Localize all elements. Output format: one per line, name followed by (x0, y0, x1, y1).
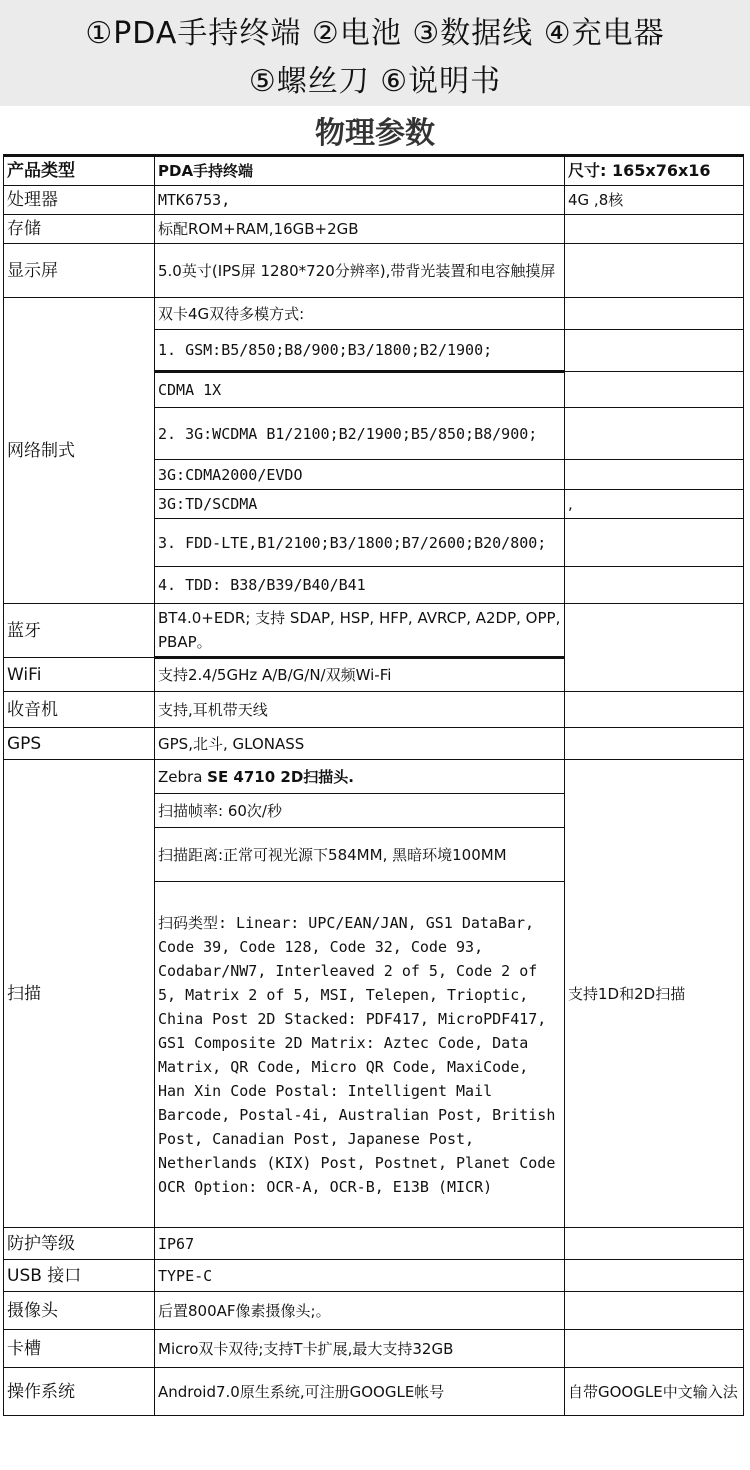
spec-value: MTK6753, (155, 186, 565, 215)
spec-scan-support: 支持1D和2D扫描 (565, 760, 744, 1228)
spec-row-camera (4, 1292, 744, 1330)
spec-empty-cell (565, 1330, 744, 1368)
spec-row-product-type (4, 156, 744, 186)
package-contents-line-1: ①PDA手持终端 ②电池 ③数据线 ④充电器 (85, 16, 665, 51)
spec-row-scan (4, 760, 744, 794)
spec-empty-cell (565, 692, 744, 728)
spec-empty-cell (565, 1228, 744, 1260)
spec-value: 扫描帧率: 60次/秒 (155, 794, 565, 828)
spec-comma: , (565, 490, 744, 519)
spec-value: 3G:TD/SCDMA (155, 490, 565, 519)
spec-empty-cell (565, 1260, 744, 1292)
spec-empty-cell (565, 330, 744, 372)
spec-value: 支持2.4/5GHz A/B/G/N/双频Wi-Fi (155, 658, 565, 692)
page-title: 物理参数 (315, 116, 435, 151)
scan-engine-prefix: Zebra (158, 767, 208, 786)
spec-value: 后置800AF像素摄像头;。 (155, 1292, 565, 1330)
spec-label: 显示屏 (4, 244, 155, 298)
spec-empty-cell (565, 372, 744, 408)
spec-value (155, 760, 565, 794)
spec-value: Android7.0原生系统,可注册GOOGLE帐号 (155, 1368, 565, 1416)
spec-label: 蓝牙 (4, 604, 155, 658)
spec-value: CDMA 1X (155, 372, 565, 408)
spec-empty-cell (565, 1292, 744, 1330)
spec-empty-cell (565, 215, 744, 244)
spec-row-bluetooth (4, 604, 744, 658)
spec-value: 标配ROM+RAM,16GB+2GB (155, 215, 565, 244)
spec-label: GPS (4, 728, 155, 760)
spec-label: 摄像头 (4, 1292, 155, 1330)
spec-empty-cell (565, 244, 744, 298)
spec-label: 收音机 (4, 692, 155, 728)
spec-row-radio (4, 692, 744, 728)
spec-empty-cell (565, 728, 744, 760)
spec-label: WiFi (4, 658, 155, 692)
spec-row-processor (4, 186, 744, 215)
spec-value: 1. GSM:B5/850;B8/900;B3/1800;B2/1900; (155, 330, 565, 372)
spec-empty-cell (565, 567, 744, 604)
spec-value: 扫描距离:正常可视光源下584MM, 黑暗环境100MM (155, 828, 565, 882)
spec-value: 双卡4G双待多模方式: (155, 298, 565, 330)
spec-label: 扫描 (4, 760, 155, 1228)
spec-label: 存储 (4, 215, 155, 244)
spec-empty-cell (565, 408, 744, 460)
spec-value: Micro双卡双待;支持T卡扩展,最大支持32GB (155, 1330, 565, 1368)
spec-value: PDA手持终端 (155, 156, 565, 186)
spec-input-method: 自带GOOGLE中文输入法 (565, 1368, 744, 1416)
spec-value: GPS,北斗, GLONASS (155, 728, 565, 760)
spec-value: 扫码类型: Linear: UPC/EAN/JAN, GS1 DataBar, Code 39, Code 128, Code 32, Code 93, Codabar/NW7, Interleaved 2 of 5, Code 2 of 5, Matrix 2 of 5, MSI, Telepen, Trioptic, China Post 2D Stacked: PDF417, MicroPDF417, GS1 Composite 2D Matrix: Aztec Code, Data Matrix, QR Code, Micro QR Code, MaxiCode, Han Xin Code Postal: Intelligent Mail Barcode, Postal-4i, Australian Post, British Post, Canadian Post, Japanese Post, Netherlands (KIX) Post, Postnet, Planet Code OCR Option: OCR-A, OCR-B, E13B (MICR) (155, 882, 565, 1228)
spec-row-display (4, 244, 744, 298)
spec-empty-cell (565, 460, 744, 490)
spec-label: 产品类型 (4, 156, 155, 186)
spec-label: 防护等级 (4, 1228, 155, 1260)
scan-engine-model: SE 4710 2D扫描头. (207, 767, 354, 786)
spec-value: BT4.0+EDR; 支持 SDAP, HSP, HFP, AVRCP, A2DP, OPP, PBAP。 (155, 604, 565, 658)
spec-label: 网络制式 (4, 298, 155, 604)
spec-row-card-slot (4, 1330, 744, 1368)
spec-label: 卡槽 (4, 1330, 155, 1368)
spec-value: 2. 3G:WCDMA B1/2100;B2/1900;B5/850;B8/900; (155, 408, 565, 460)
spec-row-storage (4, 215, 744, 244)
spec-empty-cell (565, 604, 744, 692)
spec-label: USB 接口 (4, 1260, 155, 1292)
spec-dimensions: 尺寸: 165x76x16 (565, 156, 744, 186)
spec-row-protection (4, 1228, 744, 1260)
spec-value: TYPE-C (155, 1260, 565, 1292)
spec-empty-cell (565, 519, 744, 567)
spec-value: 3. FDD-LTE,B1/2100;B3/1800;B7/2600;B20/800; (155, 519, 565, 567)
spec-row-network (4, 298, 744, 330)
spec-value: IP67 (155, 1228, 565, 1260)
spec-row-usb (4, 1260, 744, 1292)
spec-value: 4. TDD: B38/B39/B40/B41 (155, 567, 565, 604)
spec-value: 支持,耳机带天线 (155, 692, 565, 728)
spec-row-os (4, 1368, 744, 1416)
spec-cores: 4G ,8核 (565, 186, 744, 215)
spec-label: 处理器 (4, 186, 155, 215)
spec-row-gps (4, 728, 744, 760)
package-contents-line-2: ⑤螺丝刀 ⑥说明书 (248, 64, 502, 99)
spec-empty-cell (565, 298, 744, 330)
spec-value: 5.0英寸(IPS屏 1280*720分辨率),带背光装置和电容触摸屏 (155, 244, 565, 298)
spec-label: 操作系统 (4, 1368, 155, 1416)
package-contents-banner (0, 0, 750, 106)
spec-table (3, 154, 744, 1416)
spec-value: 3G:CDMA2000/EVDO (155, 460, 565, 490)
